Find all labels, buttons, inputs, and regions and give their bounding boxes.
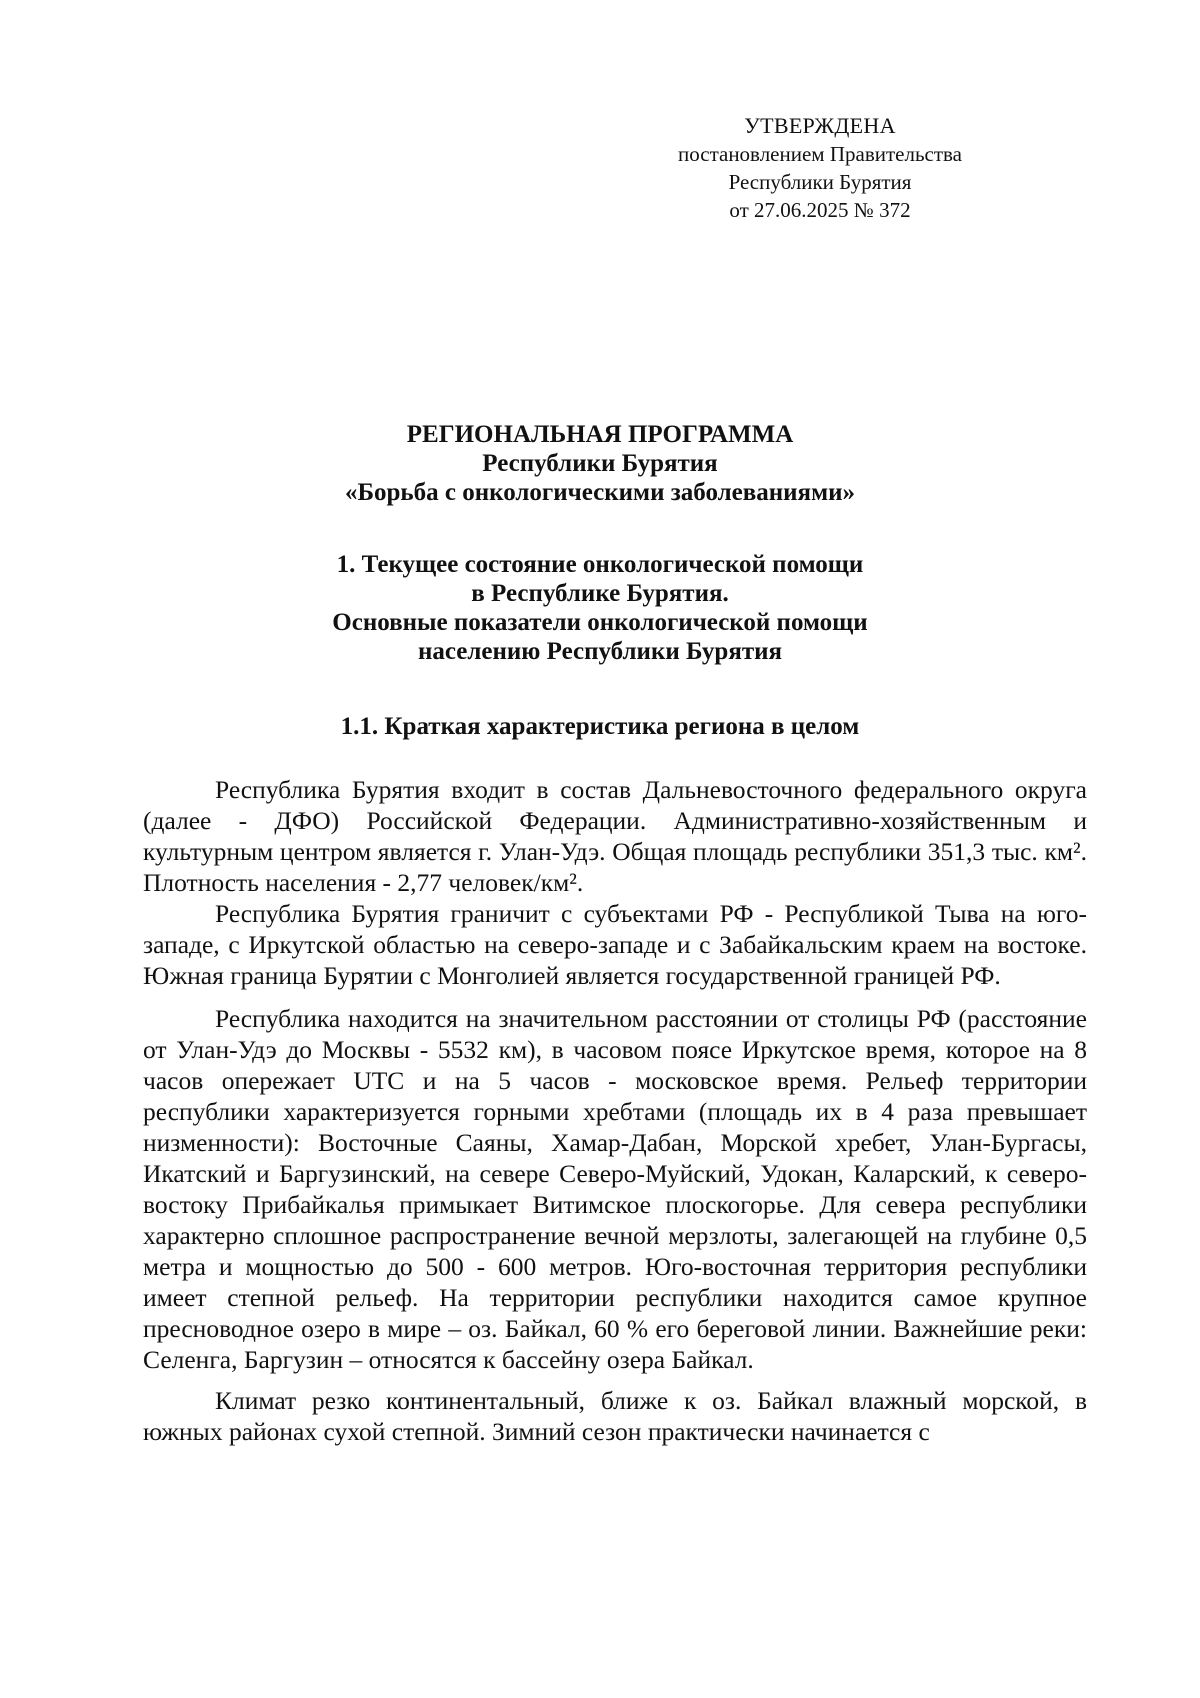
subsection-heading-text: 1.1. Краткая характеристика региона в целом	[340, 713, 860, 740]
section-heading	[140, 550, 1060, 666]
paragraph-geography: Республика находится на значительном расстоянии от столицы РФ (расстояние от Улан-Удэ до Москвы - 5532 км), в часовом поясе Иркутское время, которое на 8 часов опережает UTC и на 5 часов - московское время. Рельеф территории республики характеризуется горными хребтами (площадь их в 4 раза превышает низменности): Восточные Саяны, Хамар-Дабан, Морской хребет, Улан-Бургасы, Икатский и Баргузинский, на севере Северо-Муйский, Удокан, Каларский, к северо-востоку Прибайкалья примыкает Витимское плоскогорье. Для севера республики характерно сплошное распространение вечной мерзлоты, залегающей на глубине 0,5 метра и мощностью до 500 - 600 метров. Юго-восточная территория республики имеет степной рельеф. На территории республики находится самое крупное пресноводное озеро в мире – оз. Байкал, 60 % его береговой линии. Важнейшие реки: Селенга, Баргузин – относятся к бассейну озера Байкал.	[143, 1004, 1087, 1374]
approval-title: УТВЕРЖДЕНА	[744, 113, 896, 138]
paragraph-climate: Климат резко континентальный, ближе к оз. Байкал влажный морской, в южных районах сухой степной. Зимний сезон практически начинается с	[143, 1386, 1087, 1446]
section-heading-line-4: населению Республики Бурятия	[417, 638, 783, 665]
section-heading-line-3: Основные показатели онкологической помощи	[332, 609, 868, 636]
program-title	[140, 420, 1060, 507]
program-title-line-3: «Борьба с онкологическими заболеваниями»	[344, 479, 856, 506]
section-heading-line-2: в Республике Бурятия.	[471, 580, 729, 607]
subsection-heading	[140, 712, 1060, 741]
approval-line-2: Республики Бурятия	[728, 170, 912, 194]
paragraph-borders: Республика Бурятия граничит с субъектами РФ - Республикой Тыва на юго-западе, с Иркутской областью на северо-западе и с Забайкальским краем на востоке. Южная граница Бурятии с Монголией является государственной границей РФ.	[143, 899, 1087, 990]
section-heading-line-1: 1. Текущее состояние онкологической помощи	[336, 551, 864, 578]
body-text	[143, 774, 1087, 1447]
approval-line-3: от 27.06.2025 № 372	[729, 198, 911, 222]
approval-line-1: постановлением Правительства	[677, 142, 962, 166]
approval-stamp	[650, 112, 990, 224]
program-title-line-1: РЕГИОНАЛЬНАЯ ПРОГРАММА	[406, 421, 794, 448]
program-title-line-2: Республики Бурятия	[482, 450, 718, 477]
paragraph-region-overview: Республика Бурятия входит в состав Дальневосточного федерального округа (далее - ДФО) Российской Федерации. Административно-хозяйственным и культурным центром является г. Улан-Удэ. Общая площадь республики 351,3 тыс. км². Плотность населения - 2,77 человек/км².	[143, 775, 1087, 897]
